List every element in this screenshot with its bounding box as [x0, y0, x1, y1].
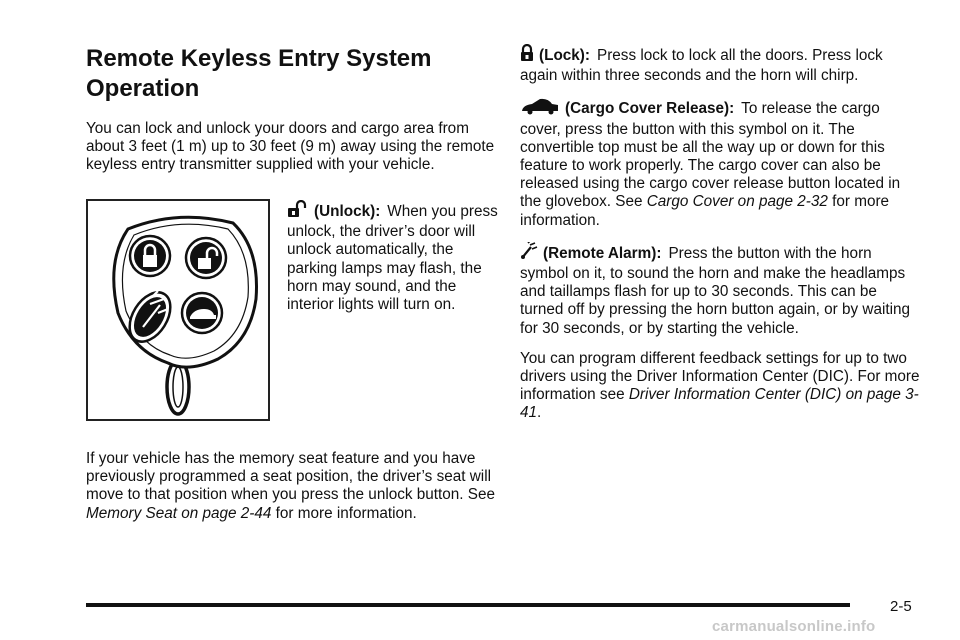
feedback-tail: . — [537, 404, 542, 422]
lock-paragraph — [520, 44, 920, 85]
lock-term: (Lock): — [539, 47, 590, 64]
memory-seat-reference[interactable]: Memory Seat on page 2-44 — [86, 504, 272, 522]
key-fob-drawing — [88, 201, 268, 419]
unlock-paragraph — [287, 200, 502, 314]
watermark: carmanualsonline.info — [712, 618, 876, 635]
alarm-term: (Remote Alarm): — [543, 244, 662, 262]
cargo-text: To release the cargo cover, press the button with this symbol on it. The convertible top must be all the way up or down for this feature to work properly. The cargo cover can also be released using the cargo cover release button located in the glovebox. See — [520, 100, 901, 211]
cargo-tail: for more information. — [520, 193, 890, 229]
memory-seat-paragraph — [86, 450, 496, 523]
memory-seat-text: If your vehicle has the memory seat feature and you have previously programmed a seat position, the driver’s seat will move to that position when you press the unlock button. See — [86, 450, 496, 504]
car-icon — [520, 97, 560, 120]
right-column — [520, 44, 920, 423]
memory-seat-tail: for more information. — [275, 504, 417, 522]
intro-paragraph: You can lock and unlock your doors and cargo area from about 3 feet (1 m) up to 30 feet (9 m) away using the remote keyless entry transmitter supplied with your vehicle. — [86, 120, 495, 174]
cargo-paragraph — [520, 97, 920, 229]
alarm-paragraph — [520, 242, 920, 338]
cargo-term: (Cargo Cover Release): — [565, 100, 735, 118]
page-heading — [86, 44, 496, 104]
left-column — [86, 44, 496, 175]
page-number: 2-5 — [890, 598, 912, 615]
unlock-text: When you press unlock, the driver’s door will unlock automatically, the parking lamps may flash, the horn may sound, and the interior lights will turn on. — [287, 203, 498, 314]
alarm-text: Press the button with the horn symbol on it, to sound the horn and make the headlamps and taillamps flash for up to 30 seconds. This can be turned off by pressing the horn button again, or by waiting for 30 seconds, or by starting the vehicle. — [520, 244, 911, 337]
horn-icon — [520, 242, 538, 265]
feedback-text: You can program different feedback settings for up to two drivers using the Driver Information Center (DIC). For more information see — [520, 349, 920, 404]
footer-rule — [86, 603, 850, 607]
key-fob-illustration — [86, 199, 270, 421]
lock-icon — [520, 44, 534, 67]
heading-line-1: Remote Keyless Entry System — [86, 45, 432, 72]
unlock-icon — [287, 200, 309, 223]
lock-text: Press lock to lock all the doors. Press lock again within three seconds and the horn will chirp. — [520, 47, 883, 85]
cargo-reference[interactable]: Cargo Cover on page 2-32 — [646, 193, 828, 211]
heading-line-2: Operation — [86, 75, 200, 102]
feedback-reference[interactable]: Driver Information Center (DIC) on page 3-41 — [520, 386, 919, 422]
unlock-term: (Unlock): — [314, 203, 381, 220]
feedback-paragraph — [520, 350, 920, 423]
